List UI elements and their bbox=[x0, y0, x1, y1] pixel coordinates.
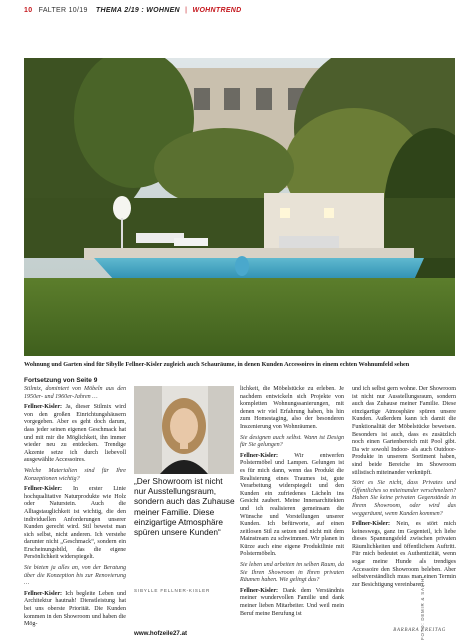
garden-pool-photo bbox=[24, 58, 455, 356]
portrait-illustration bbox=[134, 386, 234, 474]
header-separator: | bbox=[185, 7, 188, 14]
author-name: BARBARA FREITAG bbox=[393, 628, 446, 633]
speaker-name: Fellner-Kisler: bbox=[240, 587, 279, 594]
answer-text: Wir entwerfen Polstermöbel und Lampen. Gelungen ist es für mich dann, wenn das Produkt die Realisierung eines Traumes ist, gute Verarbeitung widerspiegelt und den Kunden ein zufriedenes Lächeln ins Gesicht zaubert. Meine Innenarchitekten und ich realisieren gemeinsam die Wünsche und Vorstellungen unserer Kunden. Ich befürworte, auf einen zeitlosen Stil zu setzen und nicht mit dem Mainstream zu schwimmen. Wir planen in Kürze auch eine eigene Produktlinie mit Polstermöbeln. bbox=[240, 452, 344, 558]
answer-text: Ja, dieser Stilmix wird von den großen Einrichtungshäusern vorgegeben. Aber es geht doch darum, dass jeder seinen eigenen Geschmack hat und mit mir die Möglichkeit, ihn immer wieder neu zu entdecken. Trendige Akzente setze ich durch liebevoll ausgewählte Accessoires. bbox=[24, 404, 126, 464]
paragraph: lichkeit, die Möbelstücke zu erleben. Je nachdem entwickeln sich Projekte von kompletten Wohnungssanierungen, mit denen wir viel Erfahrung haben, bis hin zum Homestaging, also der besonderen Inszenierung von Wohnräumen. bbox=[240, 386, 344, 430]
quote-source: SIBYLLE FELLNER-KISLER bbox=[134, 588, 211, 593]
interview-question: Stilmix, dominiert von Möbeln aus den 1950er- und 1960er-Jahren … bbox=[24, 386, 126, 400]
magazine-issue: FALTER 10/19 bbox=[38, 7, 88, 14]
article-column-4 bbox=[352, 386, 456, 592]
answer-text: Nein, es stört mich keineswegs, ganz im Gegenteil, ich liebe dieses Spannungsfeld zwischen privaten Räumlichkeiten und öffentlichem Auftritt. Für mich bedeutet es Authentizität, wenn sogar meine Hunde als trendiges Accessoire den Showroom beleben. Aber selbstverständlich muss man einen Termin zur Besichtigung vereinbaren. bbox=[352, 521, 456, 588]
continuation-note: Fortsetzung von Seite 9 bbox=[24, 377, 98, 384]
speaker-name: Fellner-Kisler: bbox=[352, 521, 391, 528]
speaker-name: Fellner-Kisler: bbox=[24, 590, 63, 597]
interview-question: Stört es Sie nicht, dass Privates und Öffentliches so miteinander verschmelzen? Haben Sie keine privaten Gegenstände in Ihrem Showroom, oder wird das weggeräumt, wenn Kunden kommen? bbox=[352, 480, 456, 517]
running-header bbox=[24, 7, 446, 19]
interview-answer bbox=[24, 486, 126, 562]
interview-answer bbox=[240, 453, 344, 559]
answer-text: Ich begleite Leben und Architektur hautnah! Dienstleistung hat bei uns oberste Priorität. Die Kunden kommen in den Showroom und haben die Mög- bbox=[24, 590, 126, 628]
article-column-1 bbox=[24, 386, 126, 632]
article-column-3 bbox=[240, 386, 344, 621]
interview-question: Welche Materialien sind für Ihre Konzeptionen wichtig? bbox=[24, 467, 126, 482]
interview-answer bbox=[352, 521, 456, 589]
photo-credit: FOTO: DEMIR & SALIHI bbox=[420, 576, 425, 640]
speaker-name: Fellner-Kisler: bbox=[24, 404, 63, 411]
answer-text: In erster Linie hochqualitative Naturprodukte wie Holz oder Naturstein. Auch die Alltagstauglichkeit ist wichtig, die den individuellen Anforderungen unserer Kunden gerecht wird. Stil beweist man sich selbst, nicht anderen. Ich verstehe darunter nicht „Geschmack“, sondern ein Erscheinungsbild, das die eigene Persönlichkeit widerspiegelt. bbox=[24, 486, 126, 561]
interview-question: Sie leben und arbeiten im selben Raum, da Sie Ihren Showroom in Ihren privaten Räumen haben. Wie gelingt das? bbox=[240, 562, 344, 584]
interview-answer bbox=[24, 591, 126, 629]
section-label: WOHNTREND bbox=[192, 7, 242, 14]
website-link[interactable]: www.hofzeile27.at bbox=[134, 630, 188, 637]
speaker-name: Fellner-Kisler: bbox=[24, 486, 63, 493]
garden-pool-illustration bbox=[24, 58, 455, 356]
interview-answer bbox=[24, 404, 126, 465]
photo-caption: Wohnung und Garten sind für Sibylle Fellner-Kisler zugleich auch Schauräume, in denen Kunden Accessoires in einem echten Wohnumfeld sehen bbox=[24, 361, 410, 368]
portrait-photo bbox=[134, 386, 234, 474]
interview-answer bbox=[240, 588, 344, 618]
paragraph: und ich selbst gern wohne. Der Showroom ist nicht nur Ausstellungsraum, sondern auch das Zuhause meiner Familie. Diese einzigartige Atmosphäre spüren unsere Kunden. Außerdem kann ich damit die Funktionalität der Möbelstücke beweisen. Besonders ist auch, dass es zusätzlich noch einen Gartenbereich mit Pool gibt. Da wir sowohl Indoor- als auch Outdoor-Produkte in unserem Sortiment haben, sind beide Bereiche im Showroom stilistisch miteinander verknüpft. bbox=[352, 386, 456, 476]
pull-quote: „Der Showroom ist nicht nur Ausstellungsraum, sondern auch das Zuhause meiner Familie. Diese einzigartige Atmosphäre spüren unsere Kunden“ bbox=[134, 476, 235, 538]
thema-label: THEMA 2/19 : WOHNEN bbox=[95, 7, 180, 14]
interview-question: Sie designen auch selbst. Wann ist Design für Sie gelungen? bbox=[240, 434, 344, 449]
answer-text: Dank dem Verständnis meiner wundervollen Familie und dank meiner lieben Mitarbeiter. Und weil mein Beruf meine Berufung ist bbox=[240, 587, 344, 617]
speaker-name: Fellner-Kisler: bbox=[240, 452, 279, 459]
page-number: 10 bbox=[24, 7, 33, 14]
interview-question: Sie bieten ja alles an, von der Beratung über die Konzeption bis zur Renovierung … bbox=[24, 565, 126, 587]
